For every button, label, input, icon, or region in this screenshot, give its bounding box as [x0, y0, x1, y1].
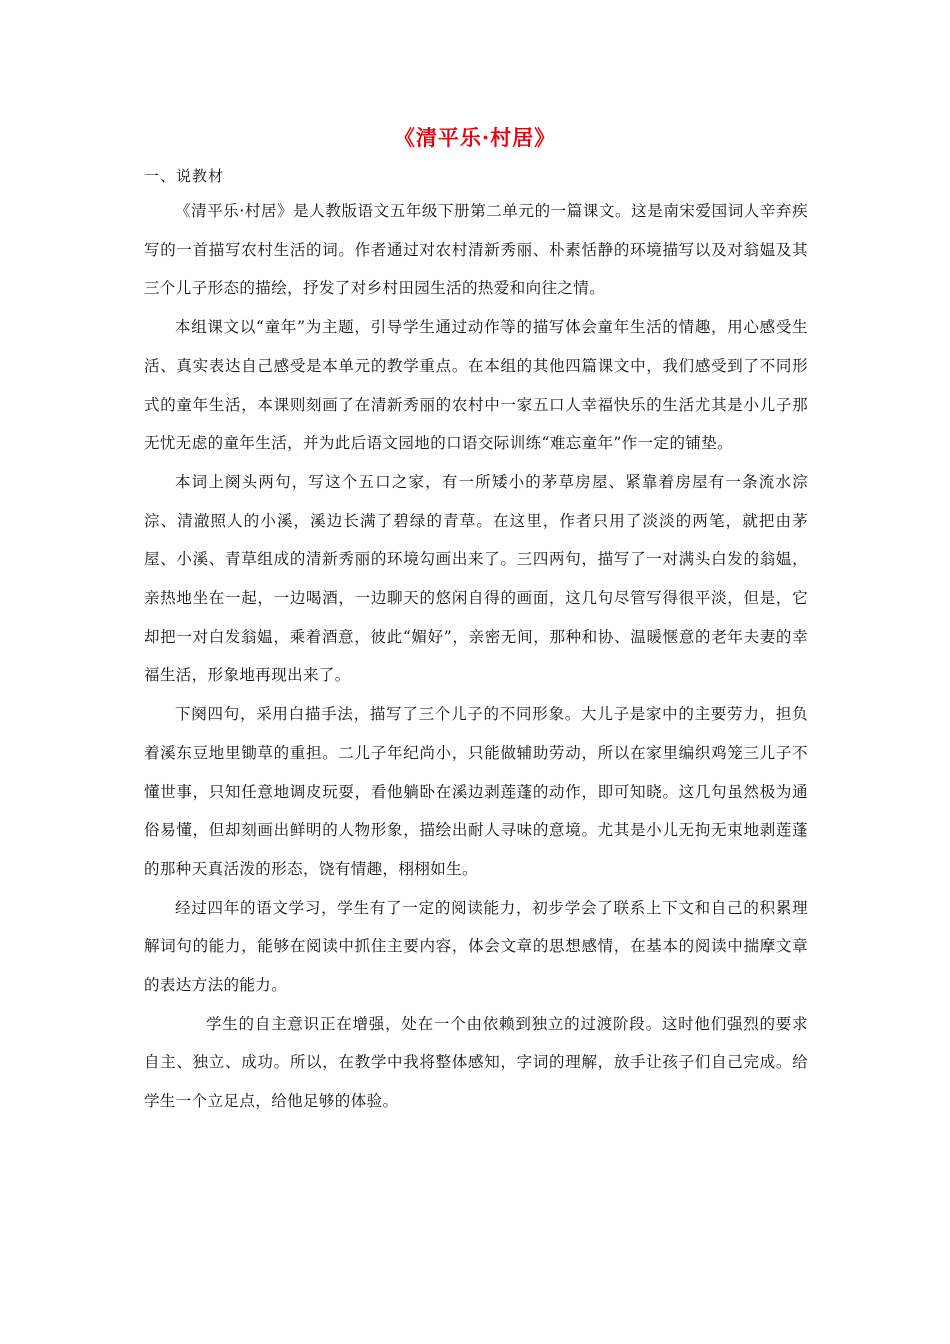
paragraph-student-autonomy: 学生的自主意识正在增强，处在一个由依赖到独立的过渡阶段。这时他们强烈的要求自主、独立、成功。所以，在教学中我将整体感知，字词的理解，放手让孩子们自己完成。给学生一个立足点，给他足够的体验。 — [144, 1014, 808, 1111]
paragraph-student-ability: 经过四年的语文学习，学生有了一定的阅读能力，初步学会了联系上下文和自己的积累理解词句的能力，能够在阅读中抓住主要内容，体会文章的思想感情，在基本的阅读中揣摩文章的表达方法的能力。 — [144, 898, 808, 995]
paragraph-intro: 《清平乐·村居》是人教版语文五年级下册第二单元的一篇课文。这是南宋爱国词人辛弃疾写的一首描写农村生活的词。作者通过对农村清新秀丽、朴素恬静的环境描写以及对翁媪及其三个儿子形态的描绘，抒发了对乡村田园生活的热爱和向往之情。 — [144, 202, 808, 298]
paragraph-lower-stanza: 下阕四句，采用白描手法，描写了三个儿子的不同形象。大儿子是家中的主要劳力，担负着溪东豆地里锄草的重担。二儿子年纪尚小，只能做辅助劳动，所以在家里编织鸡笼三儿子不懂世事，只知任意地调皮玩耍，看他躺卧在溪边剥莲蓬的动作，即可知晓。这几句虽然极为通俗易懂，但却刻画出鲜明的人物形象，描绘出耐人寻味的意境。尤其是小儿无拘无束地剥莲蓬的那种天真活泼的形态，饶有情趣，栩栩如生。 — [144, 705, 808, 878]
paragraph-upper-stanza: 本词上阕头两句，写这个五口之家，有一所矮小的茅草房屋、紧靠着房屋有一条流水淙淙、清澈照人的小溪，溪边长满了碧绿的青草。在这里，作者只用了淡淡的两笔，就把由茅屋、小溪、青草组成的清新秀丽的环境勾画出来了。三四两句，描写了一对满头白发的翁媪，亲热地坐在一起，一边喝酒，一边聊天的悠闲自得的画面，这几句尽管写得很平淡，但是，它却把一对白发翁媪，乘着酒意，彼此“媚好”，亲密无间，那种和协、温暖惬意的老年夫妻的幸福生活，形象地再现出来了。 — [144, 472, 808, 685]
document-title: 《清平乐·村居》 — [393, 125, 557, 150]
paragraph-unit-theme: 本组课文以“童年”为主题，引导学生通过动作等的描写体会童年生活的情趣，用心感受生活、真实表达自己感受是本单元的教学重点。在本组的其他四篇课文中，我们感受到了不同形式的童年生活，本课则刻画了在清新秀丽的农村中一家五口人幸福快乐的生活尤其是小儿子那无忧无虑的童年生活，并为此后语文园地的口语交际训练“难忘童年”作一定的铺垫。 — [144, 318, 808, 453]
document-body — [144, 192, 808, 1121]
section-heading: 一、说教材 — [144, 167, 225, 185]
